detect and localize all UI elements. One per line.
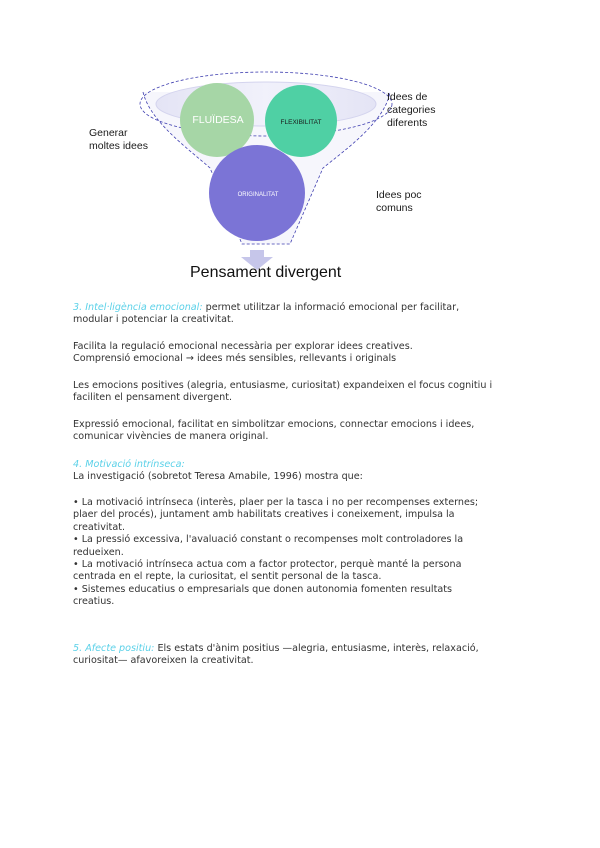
bullet-item: • La pressió excessiva, l'avaluació constant o recompenses molt controladores la xyxy=(73,534,464,546)
section-4-bullets: • La motivació intrínseca (interès, plaer per la tasca i no per recompenses externes; plaer del procés), juntament amb habilitats creatives i coneixement, impulsa la creativitat. • La pressió excessiva, l'avaluació constant o recompenses molt controladores la redueixen. • La motivació intrínseca actua com a factor protector, perquè manté la persona centrada en el repte, la curiositat, el sentit personal de la tasca. • Sistemes educatius o empresarials que donen autonomia fomenten resultats creatius. xyxy=(73,497,533,609)
diagram-title: Pensament divergent xyxy=(190,264,342,281)
section-3-paragraph-2: Les emocions positives (alegria, entusiasme, curiositat) expandeixen el focus cognitiu i faciliten el pensament divergent. xyxy=(73,380,493,404)
label-categories: Idees de categories diferents xyxy=(387,91,436,129)
section-3-paragraph-3: Expressió emocional, facilitat en simbolitzar emocions, connectar emocions i idees, comunicar vivències de manera original. xyxy=(73,419,475,443)
originalitat-label: ORIGINALITAT xyxy=(237,192,279,198)
bullet-item: • Sistemes educatius o empresarials que donen autonomia fomenten resultats xyxy=(73,583,452,595)
bullet-item: • La motivació intrínseca actua com a factor protector, perquè manté la persona xyxy=(73,559,462,571)
label-generar: Generar moltes idees xyxy=(89,127,148,152)
section-4-heading: 4. Motivació intrínseca: xyxy=(73,459,185,470)
section-3-heading: 3. Intel·ligència emocional: xyxy=(73,302,203,313)
section-5: 5. Afecte positiu: Els estats d'ànim positius —alegria, entusiasme, interès, relaxació, curiositat— afavoreixen la creativitat. xyxy=(73,643,479,667)
section-3-intro: 3. Intel·ligència emocional: permet utilitzar la informació emocional per facilitar, modular i potenciar la creativitat. xyxy=(73,302,460,326)
section-3-paragraph-1: Facilita la regulació emocional necessària per explorar idees creatives. Comprensió emocional → idees més sensibles, rellevants i originals xyxy=(73,341,413,365)
flexibilitat-label: FLEXIBILITAT xyxy=(280,119,322,126)
divergent-thinking-diagram xyxy=(0,0,600,295)
fluidesa-label: FLUÏDESA xyxy=(192,114,244,126)
section-4-intro: 4. Motivació intrínseca: La investigació (sobretot Teresa Amabile, 1996) mostra que: xyxy=(73,459,533,484)
bullet-item: • La motivació intrínseca (interès, plaer per la tasca i no per recompenses externes; xyxy=(73,497,479,508)
label-poc-comuns: Idees poc comuns xyxy=(376,189,422,214)
section-5-heading: 5. Afecte positiu: xyxy=(73,643,155,654)
